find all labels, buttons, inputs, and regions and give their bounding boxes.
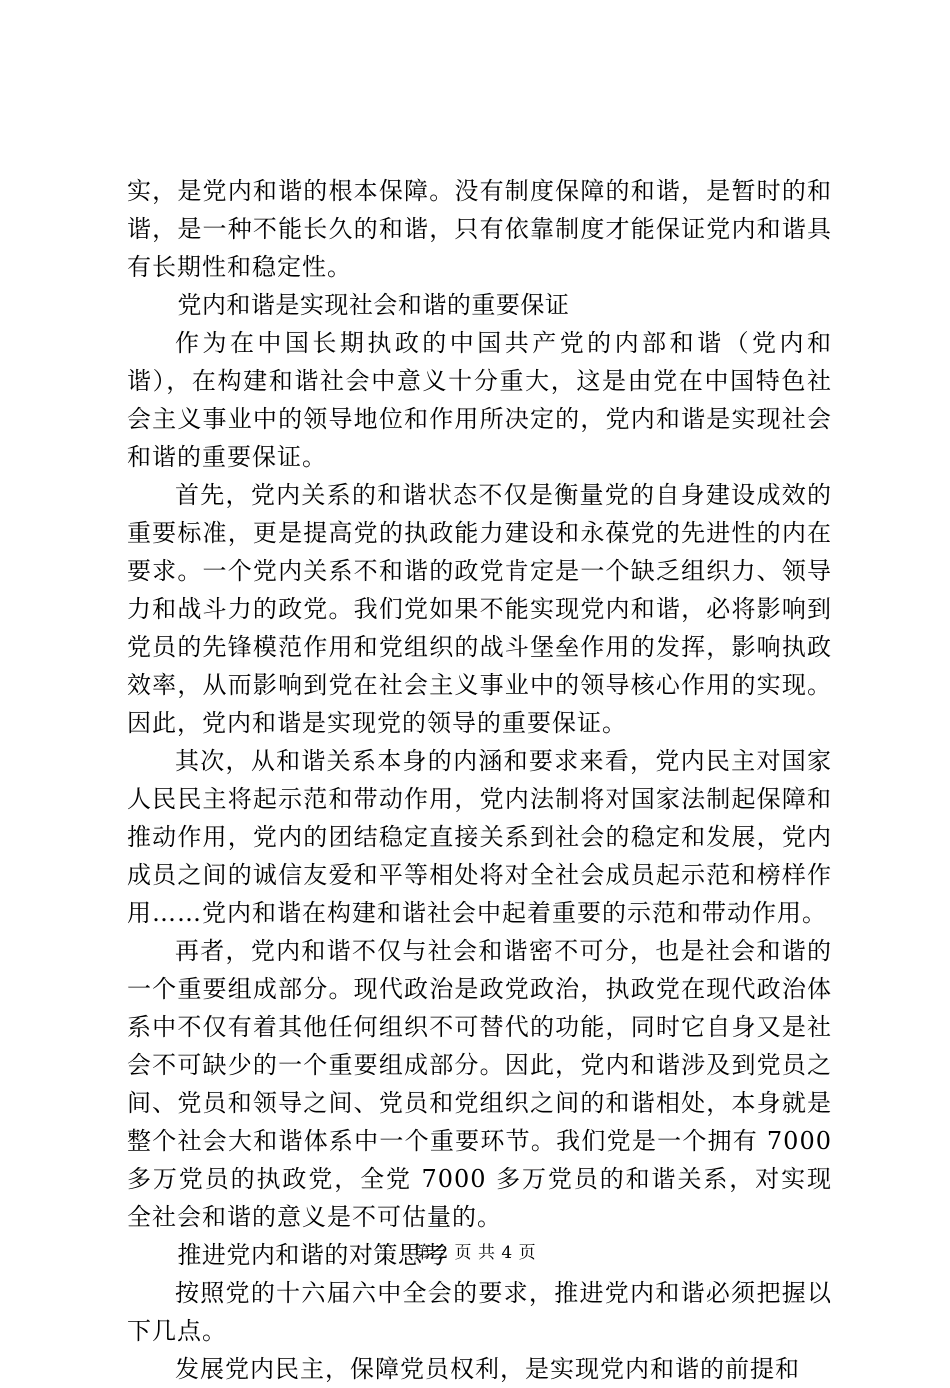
paragraph: 作为在中国长期执政的中国共产党的内部和谐（党内和谐），在构建和谐社会中意义十分重大，这是由党在中国特色社会主义事业中的领导地位和作用所决定的，党内和谐是实现社会和谐的重要保证。: [127, 329, 832, 471]
page-number-footer: 第 2 页 共 4 页: [413, 1243, 537, 1263]
paragraph: 再者，党内和谐不仅与社会和谐密不可分，也是社会和谐的一个重要组成部分。现代政治是政党政治，执政党在现代政治体系中不仅有着其他任何组织不可替代的功能，同时它自身又是社会不可缺少的一个重要组成部分。因此，党内和谐涉及到党员之间、党员和领导之间、党员和党组织之间的和谐相处，本身就是整个社会大和谐体系中一个重要环节。我们党是一个拥有 7000 多万党员的执政党，全党 7000 多万党员的和谐关系，对实现全社会和谐的意义是不可估量的。: [127, 937, 832, 1231]
paragraph: 其次，从和谐关系本身的内涵和要求来看，党内民主对国家人民民主将起示范和带动作用，党内法制将对国家法制起保障和推动作用，党内的团结稳定直接关系到社会的稳定和发展，党内成员之间的诚信友爱和平等相处将对全社会成员起示范和榜样作用……党内和谐在构建和谐社会中起着重要的示范和带动作用。: [127, 747, 832, 927]
paragraph: 发展党内民主，保障党员权利，是实现党内和谐的前提和: [175, 1355, 800, 1383]
section-heading: 党内和谐是实现社会和谐的重要保证: [177, 291, 570, 319]
paragraph: 首先，党内关系的和谐状态不仅是衡量党的自身建设成效的重要标准，更是提高党的执政能力建设和永葆党的先进性的内在要求。一个党内关系不和谐的政党肯定是一个缺乏组织力、领导力和战斗力的政党。我们党如果不能实现党内和谐，必将影响到党员的先锋模范作用和党组织的战斗堡垒作用的发挥，影响执政效率，从而影响到党在社会主义事业中的领导核心作用的实现。因此，党内和谐是实现党的领导的重要保证。: [127, 481, 832, 737]
paragraph-continuation: 实，是党内和谐的根本保障。没有制度保障的和谐，是暂时的和谐，是一种不能长久的和谐，只有依靠制度才能保证党内和谐具有长期性和稳定性。: [127, 177, 832, 281]
section-heading: 推进党内和谐的对策思考: [177, 1241, 447, 1269]
paragraph: 按照党的十六届六中全会的要求，推进党内和谐必须把握以下几点。: [127, 1279, 832, 1345]
document-body: [127, 172, 832, 1388]
